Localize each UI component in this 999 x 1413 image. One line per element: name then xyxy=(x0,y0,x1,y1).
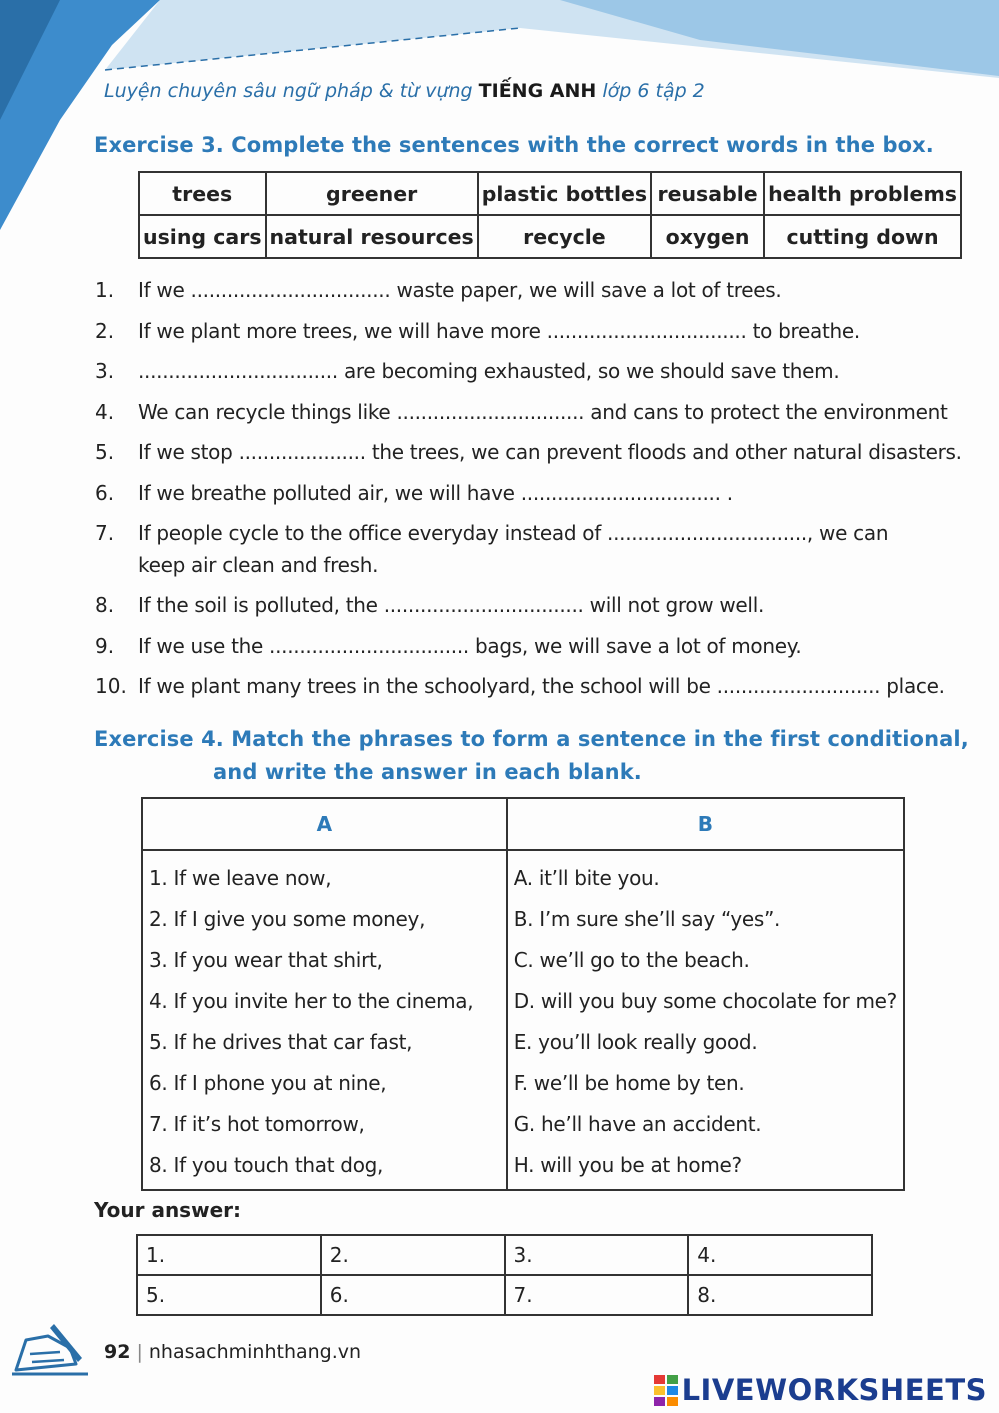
word-box-cell: greener xyxy=(266,172,478,215)
word-box-cell: recycle xyxy=(478,215,651,258)
website-link[interactable]: nhasachminhthang.vn xyxy=(148,1341,362,1363)
answer-cell[interactable]: 8. xyxy=(688,1275,872,1315)
phrase-b: A. it’ll bite you. xyxy=(507,850,904,898)
page-number: 92 xyxy=(104,1341,131,1363)
phrase-b: C. we’ll go to the beach. xyxy=(507,939,904,980)
sentence-text[interactable]: If people cycle to the office everyday instead of ................................., we can keep air clean and fresh. xyxy=(138,521,889,577)
answer-cell[interactable]: 5. xyxy=(137,1275,321,1315)
word-box-cell: reusable xyxy=(651,172,764,215)
header-prefix: Luyện chuyên sâu ngữ pháp & từ vựng xyxy=(104,80,473,102)
sentence-item xyxy=(95,666,945,707)
phrase-b: E. you’ll look really good. xyxy=(507,1021,904,1062)
sentence-number: 3. xyxy=(95,359,115,383)
phrase-b: B. I’m sure she’ll say “yes”. xyxy=(507,898,904,939)
table-row xyxy=(142,1144,904,1190)
answer-cell[interactable]: 6. xyxy=(321,1275,505,1315)
sentence-item xyxy=(95,585,910,626)
sentence-number: 2. xyxy=(95,318,115,343)
table-row xyxy=(142,939,904,980)
sentence-item xyxy=(95,392,948,433)
word-box-row xyxy=(139,215,961,258)
table-row xyxy=(142,1103,904,1144)
sentence-number: 6. xyxy=(95,480,115,505)
sentence-number: 4. xyxy=(95,399,115,424)
word-box-cell: oxygen xyxy=(651,215,764,258)
column-b-header: B xyxy=(507,798,904,850)
table-row xyxy=(142,1021,904,1062)
phrase-b: G. he’ll have an accident. xyxy=(507,1103,904,1144)
liveworksheets-logo xyxy=(654,1373,987,1407)
table-row xyxy=(142,850,904,898)
phrase-a: 7. If it’s hot tomorrow, xyxy=(142,1103,507,1144)
word-box-cell: using cars xyxy=(139,215,266,258)
sentence-item xyxy=(95,513,910,585)
sentence-text[interactable]: We can recycle things like ............................... and cans to protect the environment xyxy=(138,399,948,424)
footer-separator: | xyxy=(136,1341,143,1363)
sentence-text[interactable]: If we plant many trees in the schoolyard, the school will be ........................... place. xyxy=(138,674,945,698)
exercise-3-title: Exercise 3. Complete the sentences with the correct words in the box. xyxy=(94,133,934,157)
word-box-cell: plastic bottles xyxy=(478,172,651,215)
liveworksheets-brand: LIVEWORKSHEETS xyxy=(681,1373,987,1407)
header-suffix: lớp 6 tập 2 xyxy=(602,80,705,102)
sentence-number: 1. xyxy=(95,278,115,302)
phrase-b: F. we’ll be home by ten. xyxy=(507,1062,904,1103)
phrase-a: 5. If he drives that car fast, xyxy=(142,1021,507,1062)
book-header xyxy=(104,80,705,102)
word-box xyxy=(138,171,962,259)
table-row xyxy=(142,980,904,1021)
sentence-text[interactable]: If we breathe polluted air, we will have ................................. . xyxy=(138,480,733,505)
answer-table xyxy=(136,1234,873,1316)
liveworksheets-logo-icon xyxy=(654,1375,678,1406)
answer-row xyxy=(137,1275,872,1315)
phrase-b: D. will you buy some chocolate for me? xyxy=(507,980,904,1021)
header-subject: TIẾNG ANH xyxy=(478,80,597,102)
word-box-cell: health problems xyxy=(764,172,961,215)
match-table-header xyxy=(142,798,904,850)
phrase-b: H. will you be at home? xyxy=(507,1144,904,1190)
sentence-item xyxy=(95,351,910,392)
sentence-text[interactable]: If we plant more trees, we will have more ................................. to breathe. xyxy=(138,318,860,343)
match-table xyxy=(141,797,905,1191)
sentence-item xyxy=(95,473,910,514)
table-row xyxy=(142,898,904,939)
sentence-number: 8. xyxy=(95,593,115,617)
sentence-number: 5. xyxy=(95,440,115,464)
answer-cell[interactable]: 3. xyxy=(505,1235,689,1275)
your-answer-label: Your answer: xyxy=(94,1198,241,1222)
sentence-text[interactable]: If we ................................. waste paper, we will save a lot of trees. xyxy=(138,278,782,302)
answer-row xyxy=(137,1235,872,1275)
exercise-4-title-line2: and write the answer in each blank. xyxy=(213,760,642,784)
word-box-cell: trees xyxy=(139,172,266,215)
answer-cell[interactable]: 2. xyxy=(321,1235,505,1275)
sentence-item xyxy=(95,270,910,311)
sentence-number: 7. xyxy=(95,521,115,545)
word-box-cell: cutting down xyxy=(764,215,961,258)
sentence-item xyxy=(95,626,910,667)
exercise-3-sentences xyxy=(95,270,962,707)
sentence-text[interactable]: If the soil is polluted, the ................................. will not grow well. xyxy=(138,593,765,617)
phrase-a: 2. If I give you some money, xyxy=(142,898,507,939)
phrase-a: 8. If you touch that dog, xyxy=(142,1144,507,1190)
word-box-cell: natural resources xyxy=(266,215,478,258)
page-footer xyxy=(104,1341,361,1363)
phrase-a: 1. If we leave now, xyxy=(142,850,507,898)
word-box-row xyxy=(139,172,961,215)
phrase-a: 3. If you wear that shirt, xyxy=(142,939,507,980)
sentence-number: 10. xyxy=(95,674,127,698)
sentence-text[interactable]: If we stop ..................... the trees, we can prevent floods and other natural disasters. xyxy=(138,440,962,464)
sentence-text[interactable]: If we use the ................................. bags, we will save a lot of money. xyxy=(138,633,802,658)
exercise-4-title: Exercise 4. Match the phrases to form a sentence in the first conditional, xyxy=(94,727,969,751)
answer-cell[interactable]: 1. xyxy=(137,1235,321,1275)
phrase-a: 4. If you invite her to the cinema, xyxy=(142,980,507,1021)
answer-cell[interactable]: 4. xyxy=(688,1235,872,1275)
sentence-item xyxy=(95,432,962,473)
table-row xyxy=(142,1062,904,1103)
answer-cell[interactable]: 7. xyxy=(505,1275,689,1315)
phrase-a: 6. If I phone you at nine, xyxy=(142,1062,507,1103)
sentence-item xyxy=(95,311,910,352)
writing-hand-icon xyxy=(12,1318,92,1378)
sentence-text[interactable]: ................................. are becoming exhausted, so we should save them. xyxy=(138,359,840,383)
column-a-header: A xyxy=(142,798,507,850)
sentence-number: 9. xyxy=(95,633,115,658)
